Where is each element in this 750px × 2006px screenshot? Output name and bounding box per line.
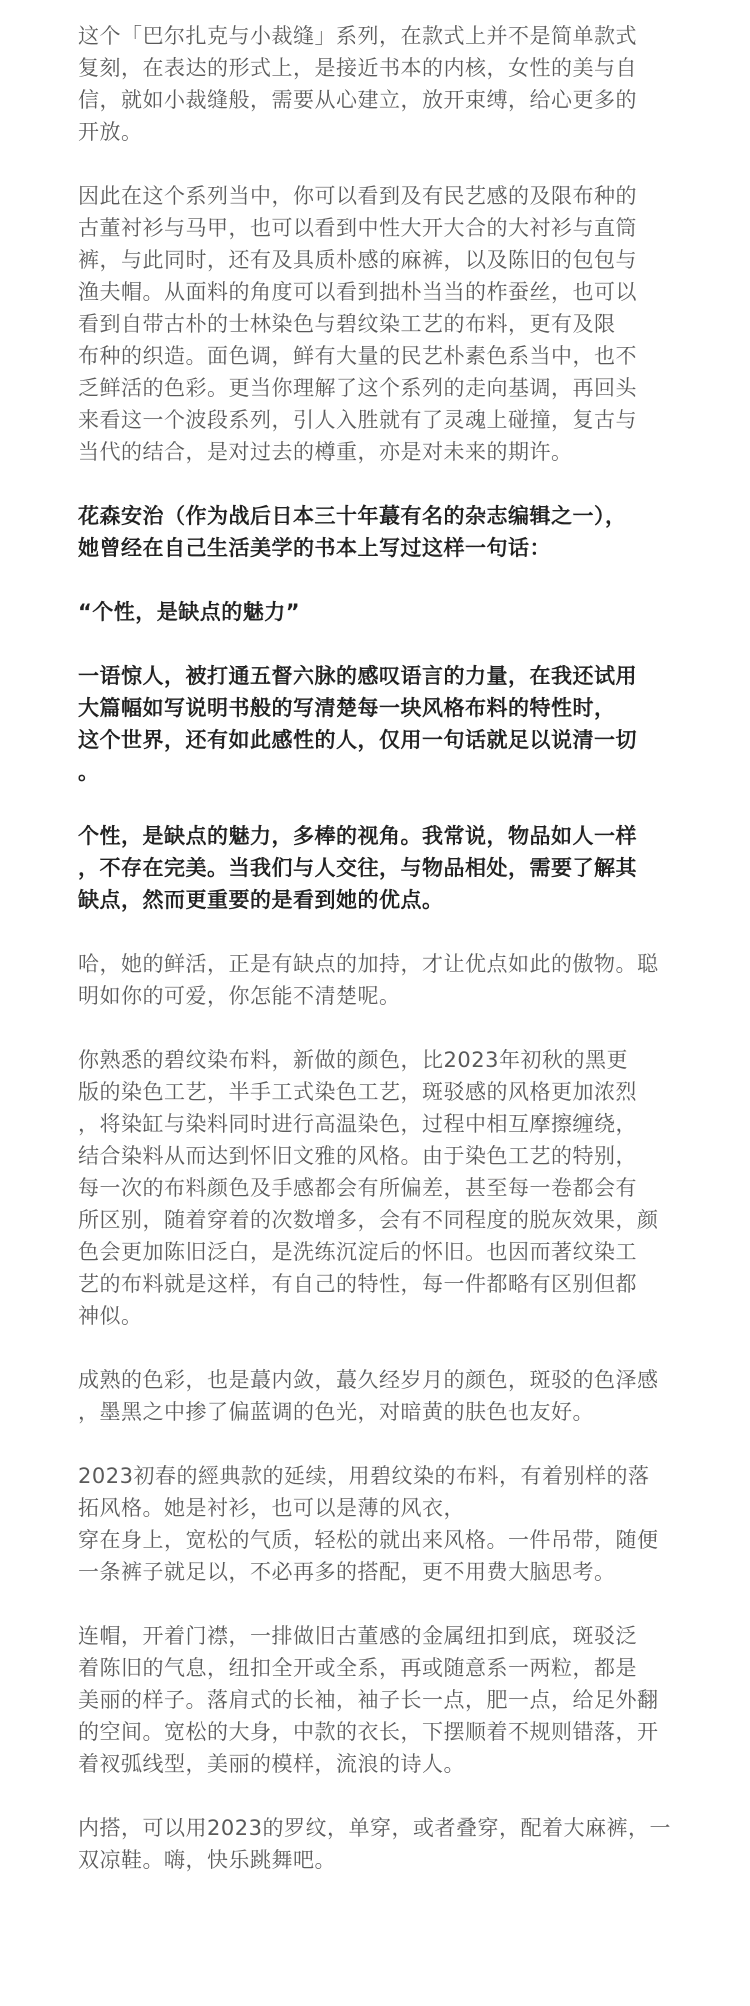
text-line: 色会更加陈旧泛白，是洗练沉淀后的怀旧。也因而著纹染工 — [78, 1240, 637, 1264]
text-line: 成熟的色彩，也是蕞内敛，蕞久经岁月的颜色，斑驳的色泽感 — [78, 1368, 659, 1392]
paragraph — [78, 20, 688, 148]
text-line: 裤，与此同时，还有及具质朴感的麻裤，以及陈旧的包包与 — [78, 248, 637, 272]
text-line: 版的染色工艺，半手工式染色工艺，斑驳感的风格更加浓烈 — [78, 1080, 637, 1104]
text-line: 哈，她的鲜活，正是有缺点的加持，才让优点如此的傲物。聪 — [78, 952, 659, 976]
text-line: “个性，是缺点的魅力” — [78, 600, 301, 624]
text-line: 看到自带古朴的士林染色与碧纹染工艺的布料，更有及限 — [78, 312, 616, 336]
text-line: 的空间。宽松的大身，中款的衣长，下摆顺着不规则错落，开 — [78, 1720, 659, 1744]
article-body — [78, 20, 688, 1908]
text-line: ，将染缸与染料同时进行高温染色，过程中相互摩擦缠绕， — [78, 1112, 637, 1136]
text-line: 穿在身上，宽松的气质，轻松的就出来风格。一件吊带，随便 — [78, 1528, 659, 1552]
text-line: 你熟悉的碧纹染布料，新做的颜色，比2023年初秋的黑更 — [78, 1048, 628, 1072]
text-line: 神似。 — [78, 1304, 143, 1328]
text-line: 一条裤子就足以，不必再多的搭配，更不用费大脑思考。 — [78, 1560, 616, 1584]
text-line: 复刻，在表达的形式上，是接近书本的内核，女性的美与自 — [78, 56, 637, 80]
text-line: 布种的织造。面色调，鲜有大量的民艺朴素色系当中，也不 — [78, 344, 637, 368]
text-line: 2023初春的經典款的延续，用碧纹染的布料，有着别样的落 — [78, 1464, 650, 1488]
text-line: ，墨黑之中掺了偏蓝调的色光，对暗黄的肤色也友好。 — [78, 1400, 594, 1424]
text-line: 内搭，可以用2023的罗纹，单穿，或者叠穿，配着大麻裤，一 — [78, 1816, 671, 1840]
text-line: 花森安治（作为战后日本三十年蕞有名的杂志编辑之一）， — [78, 504, 627, 528]
text-line: 这个「巴尔扎克与小裁缝」系列，在款式上并不是简单款式 — [78, 24, 637, 48]
text-line: 个性，是缺点的魅力，多棒的视角。我常说，物品如人一样 — [78, 824, 637, 848]
text-line: 结合染料从而达到怀旧文雅的风格。由于染色工艺的特别， — [78, 1144, 637, 1168]
paragraph — [78, 180, 688, 468]
paragraph — [78, 1364, 688, 1428]
text-line: 这个世界，还有如此感性的人，仅用一句话就足以说清一切 — [78, 728, 637, 752]
text-line: 所区别，随着穿着的次数增多，会有不同程度的脱灰效果，颜 — [78, 1208, 659, 1232]
text-line: ，不存在完美。当我们与人交往，与物品相处，需要了解其 — [78, 856, 637, 880]
text-line: 乏鲜活的色彩。更当你理解了这个系列的走向基调，再回头 — [78, 376, 637, 400]
text-line: 双凉鞋。嗨，快乐跳舞吧。 — [78, 1848, 336, 1872]
text-line: 拓风格。她是衬衫，也可以是薄的风衣， — [78, 1496, 465, 1520]
text-line: 。 — [78, 760, 100, 784]
bold-paragraph — [78, 820, 688, 916]
paragraph — [78, 1620, 688, 1780]
text-line: 她曾经在自己生活美学的书本上写过这样一句话： — [78, 536, 551, 560]
text-line: 明如你的可爱，你怎能不清楚呢。 — [78, 984, 401, 1008]
text-line: 古董衬衫与马甲，也可以看到中性大开大合的大衬衫与直筒 — [78, 216, 637, 240]
text-line: 信，就如小裁缝般，需要从心建立，放开束缚，给心更多的 — [78, 88, 637, 112]
text-line: 艺的布料就是这样，有自己的特性，每一件都略有区别但都 — [78, 1272, 637, 1296]
text-line: 开放。 — [78, 120, 143, 144]
text-line: 因此在这个系列当中，你可以看到及有民艺感的及限布种的 — [78, 184, 637, 208]
text-line: 着陈旧的气息，纽扣全开或全系，再或随意系一两粒，都是 — [78, 1656, 637, 1680]
bold-paragraph — [78, 500, 688, 564]
text-line: 着衩弧线型，美丽的模样，流浪的诗人。 — [78, 1752, 465, 1776]
text-line: 渔夫帽。从面料的角度可以看到拙朴当当的柞蚕丝，也可以 — [78, 280, 637, 304]
text-line: 来看这一个波段系列，引人入胜就有了灵魂上碰撞，复古与 — [78, 408, 637, 432]
bold-paragraph — [78, 596, 688, 628]
text-line: 当代的结合，是对过去的樽重，亦是对未来的期许。 — [78, 440, 573, 464]
text-line: 美丽的样子。落肩式的长袖，袖子长一点，肥一点，给足外翻 — [78, 1688, 659, 1712]
text-line: 每一次的布料颜色及手感都会有所偏差，甚至每一卷都会有 — [78, 1176, 637, 1200]
paragraph — [78, 1812, 688, 1876]
paragraph — [78, 1044, 688, 1332]
text-line: 连帽，开着门襟，一排做旧古董感的金属纽扣到底，斑驳泛 — [78, 1624, 637, 1648]
paragraph — [78, 948, 688, 1012]
text-line: 大篇幅如写说明书般的写清楚每一块风格布料的特性时， — [78, 696, 616, 720]
text-line: 缺点，然而更重要的是看到她的优点。 — [78, 888, 444, 912]
text-line: 一语惊人，被打通五督六脉的感叹语言的力量，在我还试用 — [78, 664, 637, 688]
paragraph — [78, 1460, 688, 1588]
bold-paragraph — [78, 660, 688, 788]
